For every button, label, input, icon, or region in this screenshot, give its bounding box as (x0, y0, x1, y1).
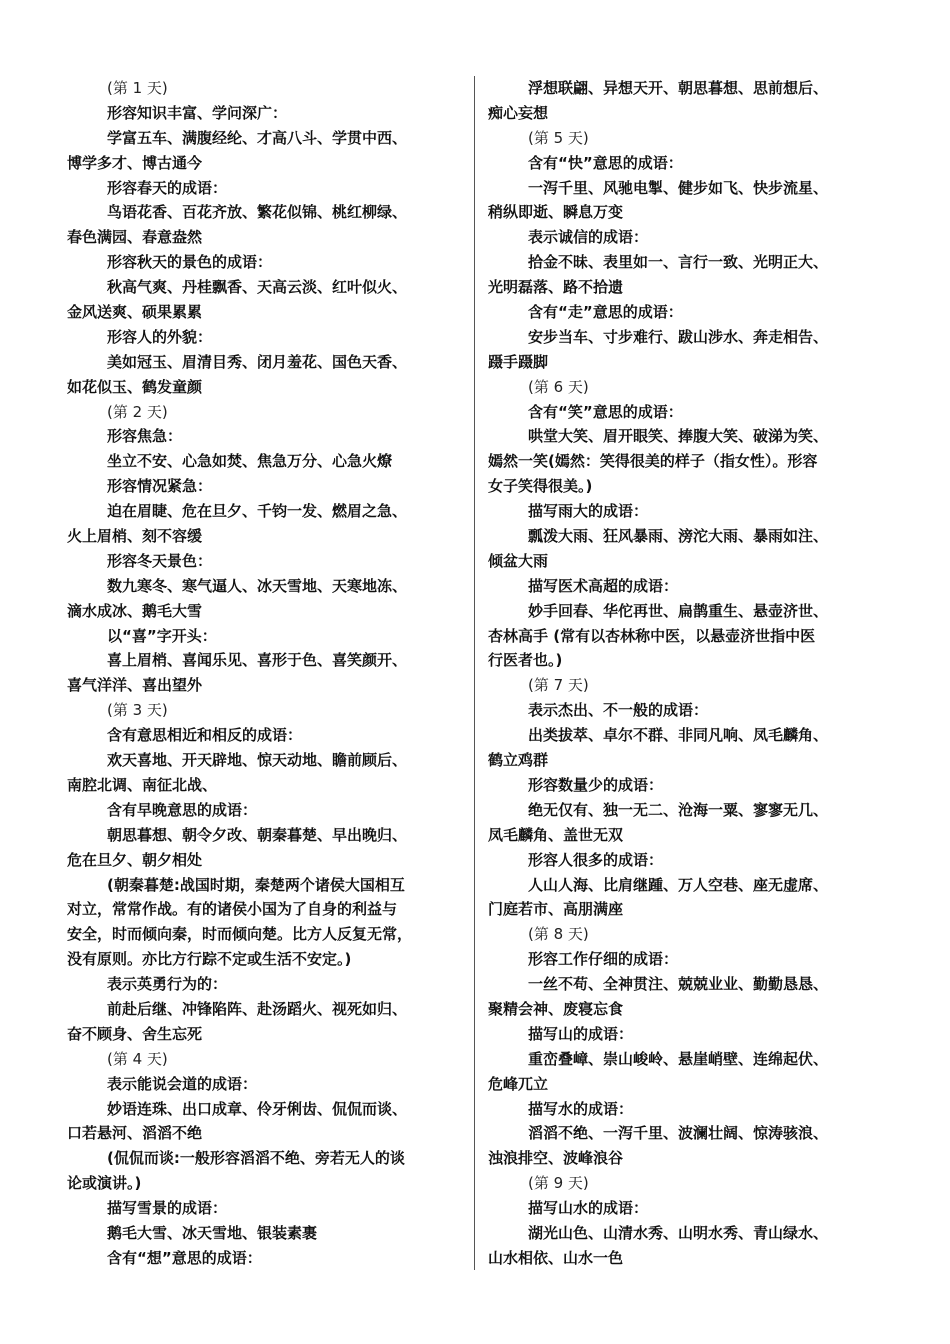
idiom-line: 滔滔不绝、一泻千里、波澜壮阔、惊涛骇浪、 (528, 1124, 829, 1143)
day-label: (第 6 天) (528, 377, 589, 396)
idiom-line: 口若悬河、滔滔不绝 (67, 1124, 203, 1143)
idiom-line: 博学多才、博古通今 (67, 153, 203, 172)
category-heading: 形容人的外貌： (107, 327, 213, 346)
idiom-line: 秋高气爽、丹桂飘香、天高云淡、红叶似火、 (107, 278, 408, 297)
idiom-line: 论或演讲。) (67, 1174, 142, 1193)
idiom-line: 浊浪排空、波峰浪谷 (488, 1149, 624, 1168)
idiom-line: 聚精会神、废寝忘食 (488, 999, 624, 1018)
category-heading: 含有早晚意思的成语： (107, 800, 258, 819)
idiom-line: 瓢泼大雨、狂风暴雨、滂沱大雨、暴雨如注、 (528, 527, 829, 546)
idiom-line: 没有原则。亦比方行踪不定或生活不安定。) (67, 950, 352, 969)
idiom-line: 危峰兀立 (488, 1074, 549, 1093)
idiom-line: 奋不顾身、舍生忘死 (67, 1024, 203, 1043)
idiom-line: 山水相依、山水一色 (488, 1248, 624, 1267)
right-column (488, 76, 881, 1271)
category-heading: 形容知识丰富、学问深广： (107, 103, 288, 122)
idiom-line: 一泻千里、风驰电掣、健步如飞、快步流星、 (528, 178, 829, 197)
category-heading: 含有“想”意思的成语： (107, 1248, 262, 1267)
day-label: (第 5 天) (528, 128, 589, 147)
column-divider (474, 76, 475, 1270)
left-column (67, 76, 464, 1271)
idiom-line: 欢天喜地、开天辟地、惊天动地、瞻前顾后、 (107, 751, 408, 770)
day-label: (第 3 天) (107, 701, 168, 720)
idiom-line: 对立，常常作战。有的诸侯小国为了自身的利益与 (67, 900, 398, 919)
category-heading: 表示诚信的成语： (528, 228, 649, 247)
idiom-line: (侃侃而谈:一般形容滔滔不绝、旁若无人的谈 (107, 1149, 405, 1168)
category-heading: 含有“笑”意思的成语： (528, 402, 683, 421)
idiom-line: 痴心妄想 (488, 103, 549, 122)
idiom-line: (朝秦暮楚:战国时期，秦楚两个诸侯大国相互 (107, 875, 405, 894)
idiom-line: 火上眉梢、刻不容缓 (67, 527, 203, 546)
idiom-line: 迫在眉睫、危在旦夕、千钧一发、燃眉之急、 (107, 502, 408, 521)
idiom-line: 学富五车、满腹经纶、才高八斗、学贯中西、 (107, 128, 408, 147)
idiom-line: 喜气洋洋、喜出望外 (67, 676, 203, 695)
category-heading: 形容数量少的成语： (528, 775, 664, 794)
category-heading: 表示杰出、不一般的成语： (528, 701, 709, 720)
day-label: (第 8 天) (528, 925, 589, 944)
idiom-line: 嫣然一笑(嫣然：笑得很美的样子（指女性）。形容 (488, 452, 818, 471)
category-heading: 形容秋天的景色的成语： (107, 253, 273, 272)
idiom-line: 危在旦夕、朝夕相处 (67, 850, 203, 869)
category-heading: 描写医术高超的成语： (528, 576, 679, 595)
idiom-line: 妙语连珠、出口成章、伶牙俐齿、侃侃而谈、 (107, 1099, 408, 1118)
category-heading: 描写山的成语： (528, 1024, 634, 1043)
category-heading: 含有“走”意思的成语： (528, 303, 683, 322)
category-heading: 描写水的成语： (528, 1099, 634, 1118)
idiom-line: 门庭若市、高朋满座 (488, 900, 624, 919)
category-heading: 含有意思相近和相反的成语： (107, 726, 303, 745)
day-label: (第 9 天) (528, 1174, 589, 1193)
idiom-line: 如花似玉、鹤发童颜 (67, 377, 203, 396)
category-heading: 形容焦急： (107, 427, 183, 446)
category-heading: 形容冬天景色： (107, 551, 213, 570)
idiom-line: 妙手回春、华佗再世、扁鹊重生、悬壶济世、 (528, 601, 829, 620)
idiom-line: 安步当车、寸步难行、跋山涉水、奔走相告、 (528, 327, 829, 346)
idiom-line: 金风送爽、硕果累累 (67, 303, 203, 322)
idiom-line: 数九寒冬、寒气逼人、冰天雪地、天寒地冻、 (107, 576, 408, 595)
day-label: (第 4 天) (107, 1049, 168, 1068)
idiom-line: 浮想联翩、异想天开、朝思暮想、思前想后、 (528, 79, 829, 97)
idiom-line: 行医者也。) (488, 651, 563, 670)
idiom-line: 一丝不苟、全神贯注、兢兢业业、勤勤恳恳、 (528, 975, 829, 994)
day-label: (第 7 天) (528, 676, 589, 695)
category-heading: 表示英勇行为的： (107, 975, 228, 994)
idiom-line: 鸟语花香、百花齐放、繁花似锦、桃红柳绿、 (107, 203, 408, 222)
idiom-line: 倾盆大雨 (488, 551, 549, 570)
idiom-line: 女子笑得很美。) (488, 477, 593, 496)
idiom-line: 凤毛麟角、盖世无双 (488, 825, 624, 844)
idiom-line: 朝思暮想、朝令夕改、朝秦暮楚、早出晚归、 (107, 825, 408, 844)
idiom-line: 绝无仅有、独一无二、沧海一粟、寥寥无几、 (528, 800, 829, 819)
idiom-line: 杏林高手 (常有以杏林称中医，以悬壶济世指中医 (488, 626, 816, 645)
idiom-line: 安全，时而倾向秦，时而倾向楚。比方人反复无常， (67, 925, 413, 944)
idiom-line: 出类拔萃、卓尔不群、非同凡响、凤毛麟角、 (528, 726, 829, 745)
category-heading: 形容人很多的成语： (528, 850, 664, 869)
idiom-line: 哄堂大笑、眉开眼笑、捧腹大笑、破涕为笑、 (528, 427, 829, 446)
idiom-line: 南腔北调、南征北战、 (67, 775, 218, 794)
idiom-line: 人山人海、比肩继踵、万人空巷、座无虚席、 (528, 875, 829, 894)
category-heading: 描写雪景的成语： (107, 1199, 228, 1218)
idiom-line: 拾金不昧、表里如一、言行一致、光明正大、 (528, 253, 829, 272)
category-heading: 描写山水的成语： (528, 1199, 649, 1218)
idiom-line: 前赴后继、冲锋陷阵、赴汤蹈火、视死如归、 (107, 999, 408, 1018)
day-label: (第 2 天) (107, 402, 168, 421)
idiom-line: 重峦叠嶂、崇山峻岭、悬崖峭壁、连绵起伏、 (528, 1049, 829, 1068)
idiom-line: 滴水成冰、鹅毛大雪 (67, 601, 203, 620)
category-heading: 含有“快”意思的成语： (528, 153, 683, 172)
idiom-line: 鹤立鸡群 (488, 751, 549, 770)
category-heading: 形容春天的成语： (107, 178, 228, 197)
category-heading: 形容情况紧急： (107, 477, 213, 496)
idiom-line: 光明磊落、路不拾遗 (488, 278, 624, 297)
category-heading: 以“喜”字开头： (107, 626, 217, 645)
idiom-line: 坐立不安、心急如焚、焦急万分、心急火燎 (107, 452, 393, 471)
idiom-line: 稍纵即逝、瞬息万变 (488, 203, 624, 222)
idiom-line: 春色满园、春意盎然 (67, 228, 203, 247)
category-heading: 形容工作仔细的成语： (528, 950, 679, 969)
category-heading: 表示能说会道的成语： (107, 1074, 258, 1093)
idiom-line: 湖光山色、山清水秀、山明水秀、青山绿水、 (528, 1223, 829, 1242)
category-heading: 描写雨大的成语： (528, 502, 649, 521)
day-label: (第 1 天) (107, 79, 168, 97)
idiom-line: 喜上眉梢、喜闻乐见、喜形于色、喜笑颜开、 (107, 651, 408, 670)
idiom-line: 美如冠玉、眉清目秀、闭月羞花、国色天香、 (107, 352, 408, 371)
idiom-line: 蹑手蹑脚 (488, 352, 549, 371)
idiom-line: 鹅毛大雪、冰天雪地、银装素裹 (107, 1223, 318, 1242)
